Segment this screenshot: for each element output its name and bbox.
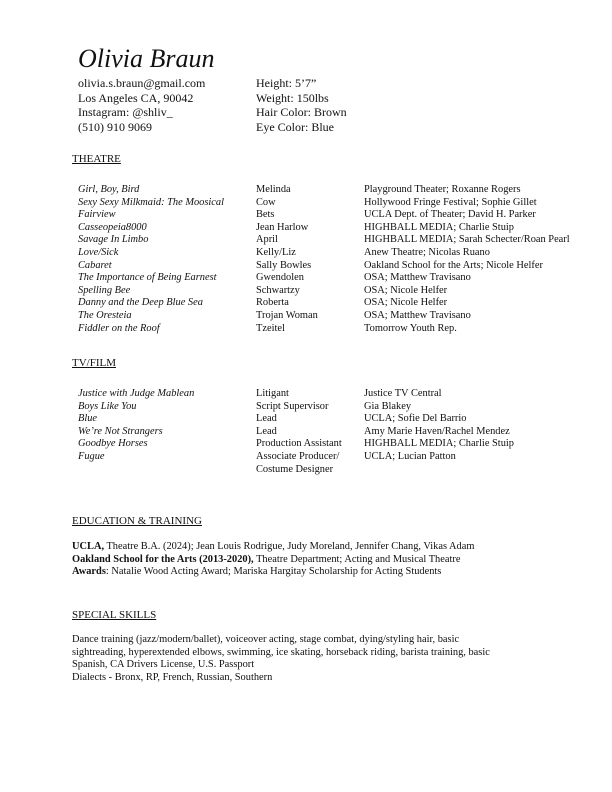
dialects-line: Dialects - Bronx, RP, French, Russian, Southern: [72, 671, 273, 683]
credit-company: Oakland School for the Arts; Nicole Helfer: [364, 259, 543, 271]
credit-role: Schwartzy: [256, 284, 300, 296]
credit-company: OSA; Matthew Travisano: [364, 272, 471, 284]
credit-role: Kelly/Liz: [256, 246, 296, 258]
weight: Weight: 150lbs: [256, 90, 329, 105]
credit-row: [78, 247, 608, 260]
contact-info: [78, 76, 205, 134]
credit-role: Script Supervisor: [256, 400, 329, 412]
credit-row: [78, 323, 608, 336]
credit-row: [78, 260, 608, 273]
credit-row: [78, 209, 608, 222]
credit-role: April: [256, 234, 278, 246]
credit-title: The Oresteia: [78, 309, 132, 321]
credit-row: [78, 451, 608, 476]
credit-row: [78, 272, 608, 285]
credit-company: Gia Blakey: [364, 400, 412, 412]
credit-role: Lead: [256, 425, 277, 437]
credit-role: Gwendolen: [256, 272, 304, 284]
credit-row: [78, 234, 608, 247]
credit-title: Spelling Bee: [78, 284, 131, 296]
credit-company: HIGHBALL MEDIA; Charlie Stuip: [364, 221, 514, 233]
credit-role: Sally Bowles: [256, 259, 312, 271]
credit-row: [78, 426, 608, 439]
email: olivia.s.braun@gmail.com: [78, 76, 206, 90]
credit-row: [78, 388, 608, 401]
osa-details: Theatre Department; Acting and Musical Theatre: [253, 553, 461, 565]
theatre-heading: THEATRE: [72, 153, 121, 165]
credit-company: Playground Theater; Roxanne Rogers: [364, 184, 521, 195]
credit-row: [78, 413, 608, 426]
credit-role: Tzeitel: [256, 322, 285, 334]
credit-role: Cow: [256, 196, 276, 208]
credit-title: Love/Sick: [78, 246, 119, 258]
credit-row: [78, 297, 608, 310]
osa-label: Oakland School for the Arts (2013-2020),: [72, 553, 254, 565]
credit-company: Amy Marie Haven/Rachel Mendez: [364, 425, 510, 437]
credit-title: Danny and the Deep Blue Sea: [78, 297, 203, 309]
credit-company: OSA; Nicole Helfer: [364, 284, 448, 296]
skills-heading: SPECIAL SKILLS: [72, 609, 157, 621]
hair-color: Hair Color: Brown: [256, 105, 347, 120]
awards: [72, 566, 572, 579]
awards-details: : Natalie Wood Acting Award; Mariska Hargitay Scholarship for Acting Students: [105, 566, 442, 578]
credit-role: Associate Producer/ Costume Designer: [256, 450, 340, 475]
height: Height: 5’7”: [256, 76, 317, 90]
credit-title: Savage In Limbo: [78, 234, 149, 246]
credit-role: Lead: [256, 413, 277, 425]
skills-line: sightreading, hyperextended elbows, swimming, ice skating, horseback riding, barista training, basic: [72, 646, 490, 658]
credit-company: HIGHBALL MEDIA; Charlie Stuip: [364, 438, 514, 450]
skills-line: Spanish, CA Drivers License, U.S. Passport: [72, 659, 255, 671]
credit-role: Jean Harlow: [256, 221, 309, 233]
ucla-details: Theatre B.A. (2024); Jean Louis Rodrigue, Judy Moreland, Jennifer Chang, Vikas Adam: [104, 541, 475, 552]
education-heading: EDUCATION & TRAINING: [72, 515, 202, 527]
credit-company: Tomorrow Youth Rep.: [364, 322, 457, 334]
credit-company: OSA; Nicole Helfer: [364, 297, 448, 309]
credit-company: UCLA Dept. of Theater; David H. Parker: [364, 209, 536, 221]
credit-role: Roberta: [256, 297, 289, 309]
skills-line: Dance training (jazz/modern/ballet), voiceover acting, stage combat, dying/styling hair, basic: [72, 634, 460, 645]
credit-company: Anew Theatre; Nicolas Ruano: [364, 246, 490, 258]
credit-role: Melinda: [256, 184, 291, 195]
eye-color: Eye Color: Blue: [256, 119, 334, 134]
credit-title: Girl, Boy, Bird: [78, 184, 140, 195]
credit-row: [78, 310, 608, 323]
phone: (510) 910 9069: [78, 119, 152, 134]
credit-title: Fugue: [78, 450, 105, 462]
credit-company: OSA; Matthew Travisano: [364, 309, 471, 321]
tvfilm-credits: [78, 388, 608, 476]
physical-stats: [256, 76, 347, 134]
credit-title: Fairview: [78, 209, 116, 221]
credit-row: [78, 184, 608, 197]
education-osa: [72, 554, 572, 567]
location: Los Angeles CA, 90042: [78, 90, 194, 105]
credit-title: Casseopeia8000: [78, 221, 147, 233]
credit-title: Boys Like You: [78, 400, 137, 412]
education-section: [72, 541, 572, 579]
tvfilm-heading: TV/FILM: [72, 357, 116, 369]
skills-section: [72, 634, 572, 684]
resume-name: Olivia Braun: [78, 44, 215, 73]
credit-row: [78, 222, 608, 235]
credit-company: UCLA; Lucian Patton: [364, 450, 456, 462]
credit-title: Fiddler on the Roof: [78, 322, 160, 334]
credit-row: [78, 285, 608, 298]
credit-title: Goodbye Horses: [78, 438, 148, 450]
credit-title: The Importance of Being Earnest: [78, 272, 217, 284]
credit-title: We’re Not Strangers: [78, 425, 163, 437]
credit-role: Production Assistant: [256, 438, 342, 450]
credit-role: Trojan Woman: [256, 309, 318, 321]
credit-row: [78, 401, 608, 414]
credit-row: [78, 438, 608, 451]
credit-company: Justice TV Central: [364, 388, 442, 399]
credit-role: Litigant: [256, 388, 289, 399]
awards-label: Awards: [72, 566, 106, 578]
credit-company: Hollywood Fringe Festival; Sophie Gillet: [364, 196, 537, 208]
credit-row: [78, 197, 608, 210]
credit-title: Justice with Judge Mablean: [78, 388, 195, 399]
credit-title: Sexy Sexy Milkmaid: The Moosical: [78, 196, 224, 208]
credit-role: Bets: [256, 209, 275, 221]
credit-title: Blue: [78, 413, 98, 425]
credit-company: HIGHBALL MEDIA; Sarah Schecter/Roan Pearl: [364, 234, 570, 246]
ucla-label: UCLA,: [72, 541, 105, 552]
instagram: Instagram: @shliv_: [78, 105, 173, 120]
credit-company: UCLA; Sofie Del Barrio: [364, 413, 467, 425]
education-ucla: [72, 541, 572, 554]
theatre-credits: [78, 184, 608, 335]
credit-title: Cabaret: [78, 259, 112, 271]
